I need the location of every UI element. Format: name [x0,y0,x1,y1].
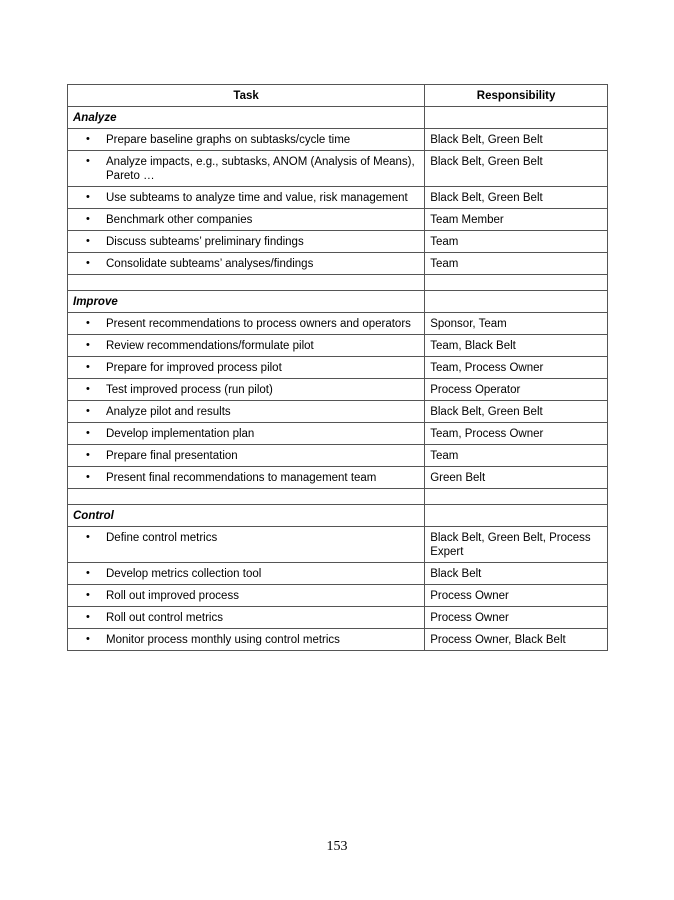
bullet-icon: • [86,155,90,167]
task-cell [68,357,425,379]
bullet-icon: • [86,213,90,225]
table-row [68,527,608,563]
bullet-icon: • [86,235,90,247]
bullet-icon: • [86,633,90,645]
task-text: Present recommendations to process owners and operators [106,318,411,330]
table-row [68,629,608,651]
header-responsibility: Responsibility [425,85,608,107]
section-title: Analyze [68,107,425,129]
table-row [68,563,608,585]
task-text: Consolidate subteams’ analyses/findings [106,258,314,270]
task-cell [68,313,425,335]
table-row [68,423,608,445]
bullet-icon: • [86,383,90,395]
bullet-icon: • [86,471,90,483]
bullet-icon: • [86,405,90,417]
task-cell [68,423,425,445]
responsibility-cell: Team [425,445,608,467]
task-text: Develop implementation plan [106,428,255,440]
bullet-icon: • [86,361,90,373]
task-cell [68,379,425,401]
task-cell [68,187,425,209]
task-text: Analyze pilot and results [106,406,231,418]
responsibility-cell: Black Belt [425,563,608,585]
task-text: Use subteams to analyze time and value, risk management [106,192,408,204]
table-row [68,231,608,253]
bullet-icon: • [86,427,90,439]
task-table [67,84,608,651]
header-row [68,85,608,107]
table-row [68,467,608,489]
bullet-icon: • [86,191,90,203]
section-empty-cell [425,505,608,527]
bullet-icon: • [86,257,90,269]
bullet-icon: • [86,449,90,461]
task-cell [68,445,425,467]
task-text: Analyze impacts, e.g., subtasks, ANOM (Analysis of Means), Pareto … [106,156,415,182]
table-row [68,187,608,209]
table-row [68,401,608,423]
responsibility-cell: Black Belt, Green Belt [425,187,608,209]
task-text: Roll out control metrics [106,612,223,624]
task-cell [68,401,425,423]
table-row [68,209,608,231]
section-row [68,505,608,527]
page-number: 153 [326,839,348,854]
responsibility-cell: Team Member [425,209,608,231]
task-text: Monitor process monthly using control metrics [106,634,340,646]
task-text: Define control metrics [106,532,218,544]
responsibility-cell: Black Belt, Green Belt, Process Expert [425,527,608,563]
section-empty-cell [425,291,608,313]
table-row [68,151,608,187]
responsibility-cell: Process Operator [425,379,608,401]
responsibility-cell: Process Owner [425,585,608,607]
table-row [68,607,608,629]
section-title: Improve [68,291,425,313]
header-task: Task [68,85,425,107]
bullet-icon: • [86,317,90,329]
task-cell [68,253,425,275]
task-cell [68,527,425,563]
responsibility-cell: Black Belt, Green Belt [425,129,608,151]
responsibility-cell: Team [425,231,608,253]
section-empty-cell [425,107,608,129]
table-row [68,357,608,379]
section-row [68,107,608,129]
task-text: Benchmark other companies [106,214,253,226]
table-row [68,313,608,335]
task-cell [68,585,425,607]
task-cell [68,231,425,253]
bullet-icon: • [86,611,90,623]
task-cell [68,151,425,187]
responsibility-cell: Team, Black Belt [425,335,608,357]
section-row [68,291,608,313]
table-row [68,379,608,401]
responsibility-cell: Black Belt, Green Belt [425,401,608,423]
task-cell [68,129,425,151]
responsibility-cell: Green Belt [425,467,608,489]
section-title: Control [68,505,425,527]
table-row [68,129,608,151]
table-row [68,253,608,275]
spacer-cell [68,275,425,291]
task-text: Roll out improved process [106,590,239,602]
task-text: Prepare for improved process pilot [106,362,282,374]
responsibility-cell: Process Owner [425,607,608,629]
bullet-icon: • [86,567,90,579]
spacer-cell [425,275,608,291]
responsibility-cell: Sponsor, Team [425,313,608,335]
table-row [68,335,608,357]
spacer-row [68,275,608,291]
bullet-icon: • [86,589,90,601]
responsibility-cell: Process Owner, Black Belt [425,629,608,651]
task-cell [68,209,425,231]
spacer-cell [425,489,608,505]
responsibility-cell: Team, Process Owner [425,423,608,445]
task-cell [68,467,425,489]
table-row [68,445,608,467]
task-text: Discuss subteams’ preliminary findings [106,236,304,248]
task-text: Prepare final presentation [106,450,238,462]
task-cell [68,629,425,651]
task-cell [68,607,425,629]
task-cell [68,563,425,585]
task-cell [68,335,425,357]
task-text: Present final recommendations to management team [106,472,377,484]
task-text: Test improved process (run pilot) [106,384,273,396]
responsibility-cell: Team [425,253,608,275]
responsibility-cell: Black Belt, Green Belt [425,151,608,187]
spacer-cell [68,489,425,505]
task-text: Review recommendations/formulate pilot [106,340,314,352]
table-body [68,107,608,651]
bullet-icon: • [86,133,90,145]
bullet-icon: • [86,531,90,543]
table-row [68,585,608,607]
responsibility-cell: Team, Process Owner [425,357,608,379]
bullet-icon: • [86,339,90,351]
task-text: Develop metrics collection tool [106,568,262,580]
task-text: Prepare baseline graphs on subtasks/cycle time [106,134,351,146]
spacer-row [68,489,608,505]
